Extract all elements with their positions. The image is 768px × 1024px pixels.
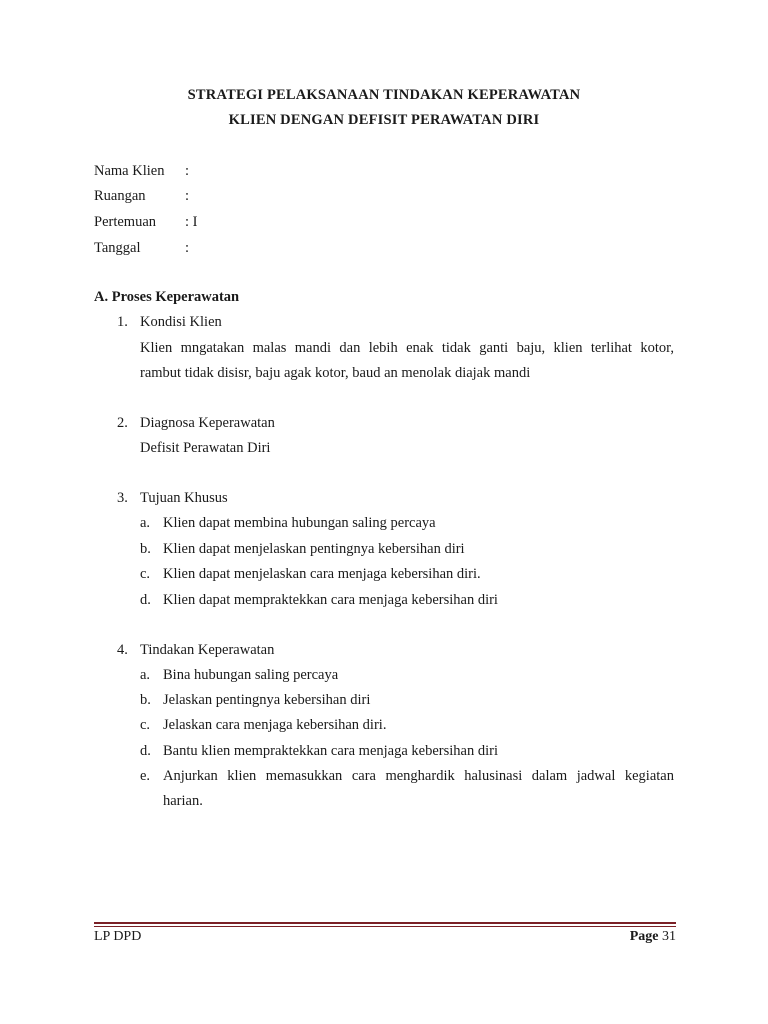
page-number: 31 [662, 929, 676, 944]
footer-document-code: LP DPD [94, 929, 142, 944]
subitem-letter: c. [140, 566, 151, 582]
subitem-letter: b. [140, 541, 151, 557]
identity-label-pertemuan: Pertemuan [94, 214, 157, 230]
subitem-letter: e. [140, 768, 151, 784]
item-number: 3. [117, 490, 128, 506]
identity-value-nama-klien: : [185, 163, 190, 179]
subitem-text: Bina hubungan saling percaya [163, 667, 339, 683]
subitem-text: Jelaskan cara menjaga kebersihan diri. [163, 717, 387, 733]
identity-label-ruangan: Ruangan [94, 188, 146, 204]
subitem-text: Jelaskan pentingnya kebersihan diri [163, 692, 371, 708]
footer-rule [94, 922, 676, 924]
section-heading: A. Proses Keperawatan [94, 289, 240, 305]
item-body-line: Klien mngatakan malas mandi dan lebih enak tidak ganti baju, klien terlihat kotor, [140, 340, 674, 356]
item-number: 1. [117, 314, 128, 330]
subitem-text: Klien dapat menjelaskan cara menjaga kebersihan diri. [163, 566, 481, 582]
subitem-letter: a. [140, 667, 151, 683]
subitem-letter: d. [140, 743, 151, 759]
subitem-letter: b. [140, 692, 151, 708]
item-number: 4. [117, 642, 128, 658]
identity-value-pertemuan: : I [185, 214, 198, 230]
subitem-text: Anjurkan klien memasukkan cara menghardik halusinasi dalam jadwal kegiatan [163, 768, 674, 784]
item-number: 2. [117, 415, 128, 431]
item-title: Tujuan Khusus [140, 490, 228, 506]
item-body-line: Defisit Perawatan Diri [140, 440, 271, 456]
page-label: Page [629, 929, 659, 944]
subitem-letter: a. [140, 515, 151, 531]
identity-value-tanggal: : [185, 240, 190, 256]
footer-page-indicator [630, 929, 676, 945]
document-title-line-1: STRATEGI PELAKSANAAN TINDAKAN KEPERAWATAN [187, 87, 581, 103]
footer-rule [94, 926, 676, 927]
item-title: Diagnosa Keperawatan [140, 415, 275, 431]
subitem-letter: d. [140, 592, 151, 608]
item-title: Tindakan Keperawatan [140, 642, 275, 658]
item-title: Kondisi Klien [140, 314, 222, 330]
item-body-line: rambut tidak disisr, baju agak kotor, baud an menolak diajak mandi [140, 365, 531, 381]
subitem-text: Klien dapat menjelaskan pentingnya kebersihan diri [163, 541, 465, 557]
subitem-text: Bantu klien mempraktekkan cara menjaga kebersihan diri [163, 743, 498, 759]
identity-label-nama-klien: Nama Klien [94, 163, 165, 179]
identity-value-ruangan: : [185, 188, 190, 204]
subitem-text: Klien dapat membina hubungan saling percaya [163, 515, 436, 531]
identity-label-tanggal: Tanggal [94, 240, 141, 256]
subitem-letter: c. [140, 717, 151, 733]
document-title-line-2: KLIEN DENGAN DEFISIT PERAWATAN DIRI [228, 112, 540, 128]
subitem-text: Klien dapat mempraktekkan cara menjaga kebersihan diri [163, 592, 498, 608]
subitem-text-continuation: harian. [163, 793, 203, 809]
